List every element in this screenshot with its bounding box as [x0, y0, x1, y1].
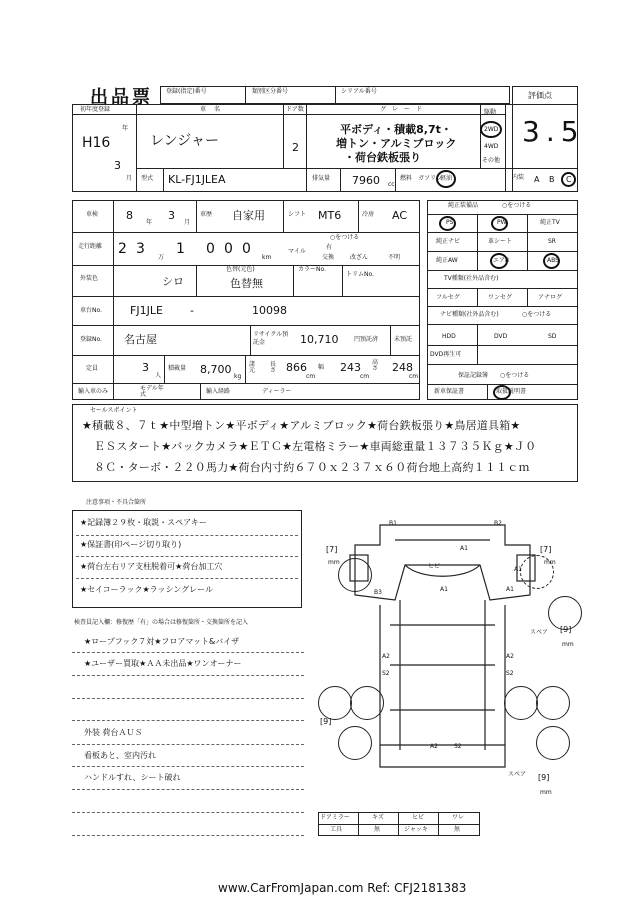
notes-label: 注意事項・不具合箇所 [86, 499, 147, 506]
spare-mark-2: [9] [538, 773, 550, 782]
drive-other: その他 [482, 157, 501, 164]
exterior-color: シロ [162, 275, 184, 288]
inspector-line-1: ★ロープフック７対★フロアマット&バイザ [84, 637, 240, 646]
diag-a2-left: A2 [382, 653, 390, 660]
note-line-1: ★記録簿２９枚・取説・スペアキー [80, 518, 207, 527]
diag-s2-right: S2 [506, 670, 514, 677]
recycle-status: 未預託 [394, 336, 413, 343]
spare-mark-1: [9] [560, 625, 572, 634]
equip-navi: 純正ナビ [436, 238, 461, 245]
drive-label: 駆動 [484, 109, 497, 116]
load-value: 8,700 [200, 363, 232, 376]
car-name-label: 車名 [200, 106, 229, 113]
page-title: 出品票 [90, 87, 153, 108]
sales-line-3: ８Ｃ・ターボ・２２０馬力★荷台内寸約６７０ｘ２３７ｘ６０荷台地上高約１１１ｃｍ [94, 461, 530, 474]
diag-a2-right: A2 [506, 653, 514, 660]
diag-b2: B2 [494, 520, 502, 527]
tire-rear-right-1 [504, 686, 538, 720]
mileage-digit-2: 3 [136, 241, 145, 257]
displacement-value: 7960 [352, 174, 380, 187]
reg-number-label: 登録(指定)番号 [166, 88, 207, 95]
fuel-label: 燃料 [400, 175, 413, 182]
equip-abs-circle [543, 253, 560, 269]
shift-label: シフト [288, 211, 307, 218]
model-value: KL-FJ1JLEA [168, 173, 226, 186]
interior-c-circle [561, 172, 576, 187]
manual-circle [493, 385, 511, 400]
inspector-line-2: ★ユーザー買取★ＡＡ未出品★ワンオーナー [84, 659, 242, 668]
dvd-label: DVD再生可 [430, 351, 462, 358]
interior-c: C [566, 175, 572, 184]
tire-rear-left-1 [318, 686, 352, 720]
displacement-label: 排気量 [312, 175, 331, 182]
ac-value: AC [392, 209, 408, 222]
mileage-digit-4: 0 [206, 241, 215, 257]
equip-sr: SR [548, 238, 556, 245]
color-change-label: 色替(元色) [226, 266, 255, 273]
tire-rear-left-3 [338, 726, 372, 760]
diag-b3: B3 [374, 589, 382, 596]
tire-mark-right: [7] [540, 545, 552, 554]
tire-front-left [338, 558, 372, 592]
inspector-line-5: 看板あと、室内汚れ [84, 751, 156, 760]
equip-pw: PW [497, 219, 507, 226]
equip-airbag-circle [490, 253, 508, 269]
equip-airbag: エアB [493, 257, 510, 264]
interior-b: B [549, 175, 555, 184]
diag-s2-rear: S2 [454, 743, 462, 750]
trim-code-label: トリムNo. [346, 271, 374, 278]
color-code-label: カラーNo. [298, 266, 326, 273]
equip-ps-circle [439, 216, 456, 231]
drive-2wd-circle [480, 121, 502, 138]
inspection-label: 車検 [86, 211, 99, 218]
equipment-title: 純正装備品 [448, 202, 479, 209]
diag-a1-side: A1 [514, 566, 522, 573]
model-year-label: モデル年式 [140, 385, 164, 398]
score-label: 評価点 [528, 91, 552, 100]
equip-abs: ABS [547, 257, 559, 264]
tire-mark-left: [7] [326, 545, 338, 554]
sales-line-1: ★積載８、７ｔ★中型増トン★平ボディ★アルミブロック★荷台鉄板張り★鳥居道具箱★ [82, 419, 521, 432]
usage-label: 車歴 [200, 211, 213, 218]
drive-4wd: 4WD [484, 143, 499, 150]
mileage-note: ○をつける [330, 234, 360, 241]
frame-label: 車台No. [80, 307, 102, 314]
mileage-digit-6: 0 [242, 241, 251, 257]
equip-ps: PS [446, 219, 454, 226]
diag-crack: ヒビ [428, 563, 441, 570]
usage-value: 自家用 [232, 209, 265, 222]
mileage-digit-3: 1 [176, 241, 185, 257]
diag-s2-left: S2 [382, 670, 390, 677]
interior-a: A [534, 175, 540, 184]
navi-title: ナビ種類(社外品含む) [440, 311, 499, 318]
spare-label-2: スペア [508, 771, 527, 778]
equip-leather: 革シート [488, 238, 513, 245]
load-label: 積載量 [168, 365, 187, 372]
frame-number: 10098 [252, 304, 287, 317]
inspector-line-6: ハンドルすれ、シート破れ [84, 773, 181, 782]
inspector-line-4: 外装 荷台ＡＵＳ [84, 728, 143, 737]
fuel-gasoline: ガソリン [418, 175, 443, 182]
mileage-digit-5: 0 [224, 241, 233, 257]
import-route-label: 輸入経路 [206, 388, 231, 395]
registration-label: 登録No. [80, 336, 102, 343]
score-value: 3.5 [522, 115, 585, 148]
mileage-digit-1: 2 [118, 241, 127, 257]
equip-tv: 純正TV [540, 219, 560, 226]
import-label: 輸入車のみ [78, 388, 109, 395]
mileage-label: 走行距離 [78, 243, 103, 250]
exterior-color-label: 外装色 [80, 275, 99, 282]
fuel-diesel-circle [436, 170, 456, 188]
grade-line-1: 平ボディ・積載8,7t・ [340, 123, 452, 136]
inspection-month: 3 [168, 209, 175, 222]
note-line-2: ★保証書(印ページ切り取り) [80, 540, 182, 549]
tv-title: TV種類(社外品含む) [444, 275, 499, 282]
registration-value: 名古屋 [124, 333, 157, 346]
color-change-value: 色替無 [230, 277, 263, 290]
ac-label: 冷房 [362, 211, 375, 218]
width-value: 243 [340, 361, 361, 374]
inspector-label: 検査員記入欄：修復歴「有」の場合は修復箇所・交換箇所を記入 [74, 619, 249, 626]
tire-rear-left-2 [350, 686, 384, 720]
note-line-4: ★セイコーラック★ラッシングレール [80, 585, 213, 594]
dealer-label: ディーラー [262, 388, 292, 395]
note-line-3: ★荷台左右リア支柱脱着可★荷台加工穴 [80, 562, 223, 571]
grade-label: グレード [380, 106, 429, 113]
grade-line-3: ・荷台鉄板張り [344, 151, 421, 164]
capacity-label: 定員 [86, 365, 99, 372]
equip-pw-circle [491, 216, 508, 231]
detail-table [72, 200, 420, 400]
length-value: 866 [286, 361, 307, 374]
doors-label: ドア数 [286, 106, 304, 113]
equip-aw: 純正AW [436, 257, 458, 264]
tire-rear-right-3 [536, 726, 570, 760]
spare-label-1: スペア [530, 629, 549, 636]
tire-mark-rear-left: [9] [320, 717, 332, 726]
frame-prefix: FJ1JLE [130, 304, 163, 317]
first-reg-label: 初年度登録 [80, 106, 111, 113]
sales-points-label: セールスポイント [90, 407, 138, 414]
footer-ref: www.CarFromJapan.com Ref: CFJ2181383 [218, 881, 467, 895]
diag-b1: B1 [389, 520, 397, 527]
sales-line-2: ＥＳスタート★バックカメラ★ＥＴＣ★左電格ミラー★車両総重量１３７３５Ｋｇ★Ｊ０ [94, 440, 537, 453]
diag-a1-center: A1 [440, 586, 448, 593]
car-name: レンジャー [150, 133, 220, 149]
doors-value: 2 [292, 141, 299, 154]
grade-line-2: 増トン・アルミブロック [336, 137, 457, 150]
mile-label: マイル [288, 248, 306, 255]
warranty-title: 保証記録簿 [458, 372, 489, 379]
fuel-diesel: 軽油 [440, 175, 453, 182]
inspection-year: 8 [126, 209, 133, 222]
capacity-value: 3 [142, 361, 149, 374]
diag-a1-right: A1 [506, 586, 514, 593]
serial-number-label: シリアル番号 [341, 88, 377, 95]
shift-value: MT6 [318, 209, 342, 222]
first-reg-year: H16 [82, 135, 111, 151]
model-label: 型式 [141, 175, 154, 182]
drive-2wd: 2WD [484, 126, 499, 133]
height-value: 248 [392, 361, 413, 374]
recycle-value: 10,710 [300, 333, 339, 346]
class-number-label: 類別区分番号 [252, 88, 289, 95]
diag-a2-rear: A2 [430, 743, 438, 750]
interior-label: 内装 [512, 174, 525, 181]
first-reg-month: 3 [114, 159, 121, 172]
tire-rear-right-2 [536, 686, 570, 720]
diag-a1-top: A1 [460, 545, 468, 552]
recycle-label: リサイクル預託金 [253, 331, 289, 346]
